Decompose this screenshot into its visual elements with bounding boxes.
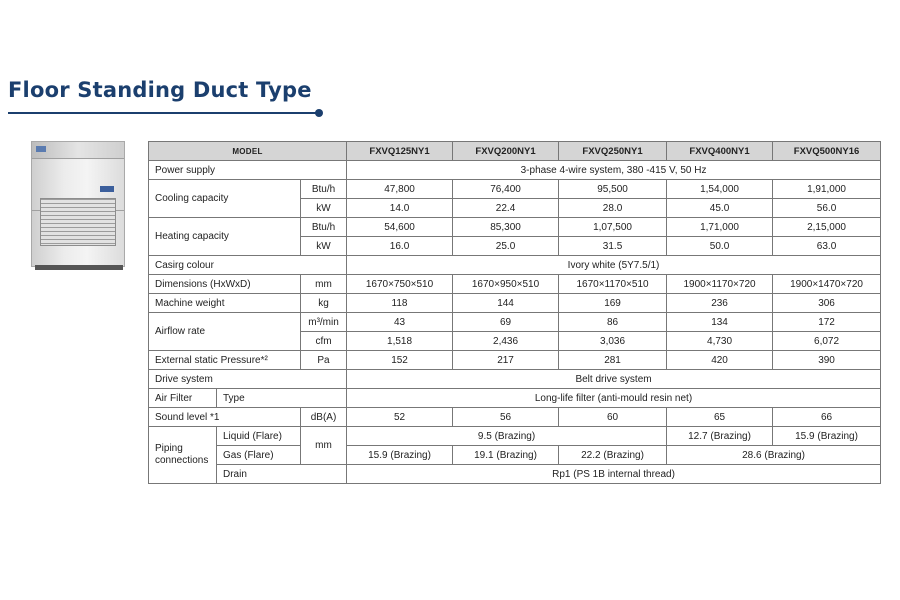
table-cell: 22.2 (Brazing) (559, 446, 667, 465)
table-cell: 43 (347, 313, 453, 332)
table-cell: 9.5 (Brazing) (347, 427, 667, 446)
header-row (149, 142, 881, 161)
unit-cell: kW (301, 237, 347, 256)
table-cell: 45.0 (667, 199, 773, 218)
row-value: Rp1 (PS 1B internal thread) (347, 465, 881, 484)
model-column-header: FXVQ250NY1 (559, 142, 667, 161)
table-cell: 1670×950×510 (453, 275, 559, 294)
model-column-header: FXVQ400NY1 (667, 142, 773, 161)
table-cell: 15.9 (Brazing) (347, 446, 453, 465)
row-label: Dimensions (HxWxD) (149, 275, 301, 294)
table-cell: 1,07,500 (559, 218, 667, 237)
table-cell: 1900×1170×720 (667, 275, 773, 294)
table-cell: 95,500 (559, 180, 667, 199)
table-cell: 54,600 (347, 218, 453, 237)
table-cell: 14.0 (347, 199, 453, 218)
product-image (31, 141, 125, 267)
table-cell: 56 (453, 408, 559, 427)
table-cell: 52 (347, 408, 453, 427)
unit-cell: kW (301, 199, 347, 218)
table-cell: 28.0 (559, 199, 667, 218)
row-label: External static Pressure*² (149, 351, 301, 370)
spec-table (148, 141, 881, 484)
table-cell: 69 (453, 313, 559, 332)
table-cell: 56.0 (773, 199, 881, 218)
row-value: Belt drive system (347, 370, 881, 389)
table-cell: 66 (773, 408, 881, 427)
brand-logo-icon (36, 146, 46, 152)
row-label: Piping connections (149, 427, 217, 484)
table-cell: 134 (667, 313, 773, 332)
unit-grille (40, 198, 116, 246)
table-row (149, 256, 881, 275)
table-cell: 172 (773, 313, 881, 332)
unit-cell: kg (301, 294, 347, 313)
row-label: Power supply (149, 161, 347, 180)
table-cell: 22.4 (453, 199, 559, 218)
unit-cell: Btu/h (301, 180, 347, 199)
row-label: Sound level *1 (149, 408, 301, 427)
table-cell: 306 (773, 294, 881, 313)
table-cell: 1,71,000 (667, 218, 773, 237)
title-underline (8, 112, 320, 114)
table-cell: 65 (667, 408, 773, 427)
unit-badge-icon (100, 186, 114, 192)
model-header: MODEL (149, 142, 347, 161)
table-row (149, 370, 881, 389)
row-label: Machine weight (149, 294, 301, 313)
table-cell: 63.0 (773, 237, 881, 256)
unit-cell: Pa (301, 351, 347, 370)
row-sublabel: Drain (217, 465, 347, 484)
table-cell: 76,400 (453, 180, 559, 199)
table-cell: 217 (453, 351, 559, 370)
table-row (149, 408, 881, 427)
model-column-header: FXVQ500NY16 (773, 142, 881, 161)
table-row (149, 218, 881, 237)
table-cell: 31.5 (559, 237, 667, 256)
table-cell: 1,54,000 (667, 180, 773, 199)
title-underline-dot (315, 109, 323, 117)
row-value: Long-life filter (anti-mould resin net) (347, 389, 881, 408)
table-row (149, 389, 881, 408)
table-cell: 19.1 (Brazing) (453, 446, 559, 465)
row-sublabel: Gas (Flare) (217, 446, 301, 465)
row-label: Drive system (149, 370, 347, 389)
table-cell: 16.0 (347, 237, 453, 256)
unit-cell: mm (301, 427, 347, 465)
table-row (149, 446, 881, 465)
table-row (149, 275, 881, 294)
unit-cell: cfm (301, 332, 347, 351)
row-value: 3-phase 4-wire system, 380 -415 V, 50 Hz (347, 161, 881, 180)
table-cell: 12.7 (Brazing) (667, 427, 773, 446)
model-column-header: FXVQ200NY1 (453, 142, 559, 161)
table-cell: 1,91,000 (773, 180, 881, 199)
table-cell: 85,300 (453, 218, 559, 237)
unit-cell: Btu/h (301, 218, 347, 237)
row-label: Cooling capacity (149, 180, 301, 218)
table-cell: 86 (559, 313, 667, 332)
unit-cell: mm (301, 275, 347, 294)
table-cell: 1900×1470×720 (773, 275, 881, 294)
table-cell: 144 (453, 294, 559, 313)
table-cell: 50.0 (667, 237, 773, 256)
model-column-header: FXVQ125NY1 (347, 142, 453, 161)
table-cell: 47,800 (347, 180, 453, 199)
row-label: Heating capacity (149, 218, 301, 256)
table-cell: 60 (559, 408, 667, 427)
table-cell: 3,036 (559, 332, 667, 351)
unit-base (35, 265, 123, 270)
row-label: Airflow rate (149, 313, 301, 351)
table-cell: 1670×1170×510 (559, 275, 667, 294)
table-cell: 420 (667, 351, 773, 370)
table-cell: 152 (347, 351, 453, 370)
table-row (149, 180, 881, 199)
row-sublabel: Type (217, 389, 347, 408)
table-cell: 281 (559, 351, 667, 370)
table-cell: 390 (773, 351, 881, 370)
table-row (149, 427, 881, 446)
row-label: Casirg colour (149, 256, 347, 275)
table-cell: 28.6 (Brazing) (667, 446, 881, 465)
table-cell: 236 (667, 294, 773, 313)
unit-cell: m³/min (301, 313, 347, 332)
table-cell: 169 (559, 294, 667, 313)
row-label: Air Filter (149, 389, 217, 408)
table-cell: 1670×750×510 (347, 275, 453, 294)
table-row (149, 351, 881, 370)
page-title: Floor Standing Duct Type (8, 78, 312, 102)
table-cell: 118 (347, 294, 453, 313)
table-cell: 2,15,000 (773, 218, 881, 237)
table-cell: 1,518 (347, 332, 453, 351)
table-row (149, 161, 881, 180)
table-cell: 25.0 (453, 237, 559, 256)
table-row (149, 465, 881, 484)
table-cell: 2,436 (453, 332, 559, 351)
unit-cell: dB(A) (301, 408, 347, 427)
table-cell: 15.9 (Brazing) (773, 427, 881, 446)
table-row (149, 294, 881, 313)
row-value: Ivory white (5Y7.5/1) (347, 256, 881, 275)
table-cell: 4,730 (667, 332, 773, 351)
table-row (149, 313, 881, 332)
row-sublabel: Liquid (Flare) (217, 427, 301, 446)
table-cell: 6,072 (773, 332, 881, 351)
